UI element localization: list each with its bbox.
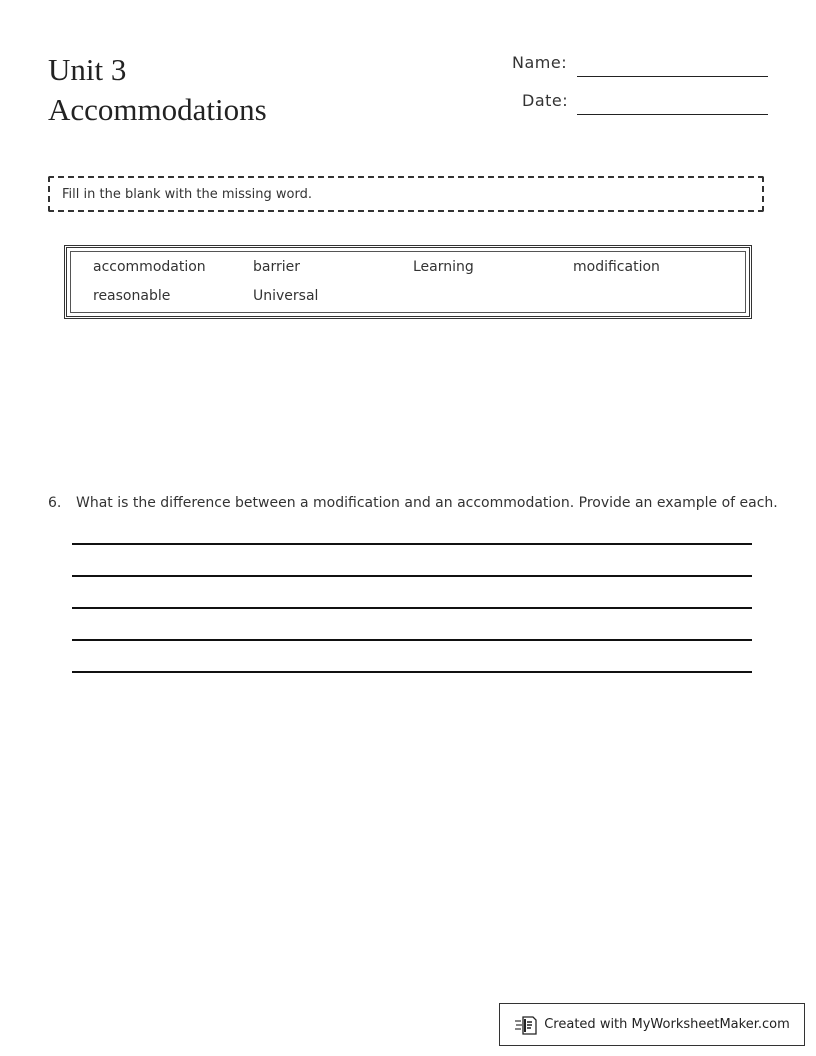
word-bank-item: barrier (253, 259, 300, 275)
date-field-line[interactable] (577, 114, 768, 115)
question-6 (48, 495, 778, 511)
word-bank-item: Universal (253, 288, 319, 304)
answer-line[interactable] (72, 607, 752, 609)
date-label: Date: (522, 91, 569, 110)
footer-credit[interactable] (499, 1003, 805, 1046)
name-field-line[interactable] (577, 76, 768, 77)
footer-text: Created with MyWorksheetMaker.com (544, 1017, 790, 1032)
answer-line[interactable] (72, 575, 752, 577)
title-line-1: Unit 3 (48, 52, 127, 87)
answer-line[interactable] (72, 543, 752, 545)
word-bank (64, 245, 752, 319)
answer-line[interactable] (72, 671, 752, 673)
worksheet-title (48, 50, 267, 130)
word-bank-item: modification (573, 259, 660, 275)
title-line-2: Accommodations (48, 92, 267, 127)
question-number: 6. (48, 495, 62, 511)
question-text: What is the difference between a modification and an accommodation. Provide an example of each. (76, 495, 778, 511)
word-bank-item: accommodation (93, 259, 206, 275)
name-label: Name: (512, 53, 568, 72)
word-bank-item: Learning (413, 259, 474, 275)
instructions-box (48, 176, 764, 212)
worksheet-maker-logo-icon (514, 1014, 538, 1036)
answer-line[interactable] (72, 639, 752, 641)
instructions-text: Fill in the blank with the missing word. (62, 187, 313, 202)
word-bank-item: reasonable (93, 288, 171, 304)
